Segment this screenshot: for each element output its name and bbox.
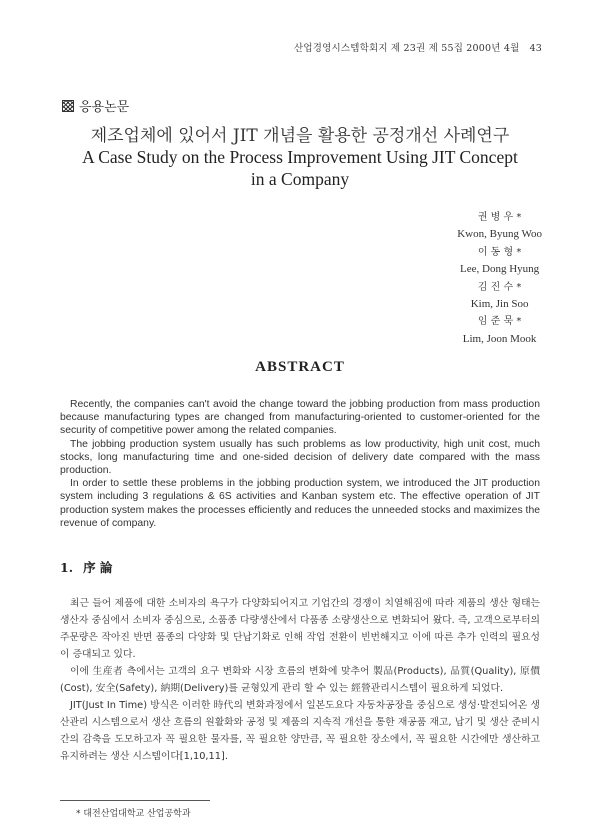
title-english-line1: A Case Study on the Process Improvement Using JIT Concept	[82, 147, 518, 167]
section-tag-label: 응용논문	[79, 100, 130, 115]
abstract-body	[60, 398, 540, 530]
author-list	[457, 209, 542, 348]
section-heading	[60, 558, 112, 576]
abstract-heading: ABSTRACT	[255, 359, 345, 375]
footnote: * 대전산업대학교 산업공학과	[76, 809, 191, 819]
body-paragraph: 최근 들어 제품에 대한 소비자의 욕구가 다양화되어지고 기업간의 경쟁이 치열해짐에 따라 제품의 생산 형태는 생산자 중심에서 소비자 중심으로, 소품종 다량생산에서 다품종 소량생산으로 변화되어 왔다. 즉, 고객으로부터의 주문량은 작아진 반면 품종의 다양화 및 단납기화로 인해 작업 전환이 빈번해지고 이에 따른 추가 인력의 필요성이 증대되고 있다.	[60, 598, 540, 660]
author-korean-name: 이 동 형 *	[477, 246, 522, 258]
author-english-name: Kim, Jin Soo	[470, 298, 529, 311]
running-head	[294, 40, 542, 54]
abstract-paragraph: In order to settle these problems in the jobbing production system, we introduced the JIT production system including 3 regulations & 6S activities and Kanban system etc. The effective operation of JIT production system makes the processes efficiently and reduces the unneeded stocks and maximizes the revenue of company.	[60, 478, 540, 529]
footnote-divider	[60, 800, 210, 801]
hatched-square-icon	[62, 100, 74, 112]
body-paragraph: 이에 生産者 측에서는 고객의 요구 변화와 시장 흐름의 변화에 맞추어 製品(Products), 品質(Quality), 原價(Cost), 安全(Safety), 納期(Delivery)를 균형있게 관리 할 수 있는 經營관리시스템이 필요하게 되었다.	[60, 666, 540, 694]
author-korean-name: 김 진 수 *	[477, 281, 522, 293]
title-english-line2: in a Company	[250, 169, 350, 189]
body-paragraph: JIT(Just In Time) 방식은 이러한 時代의 변화과정에서 일본도요다 자동차공장을 중심으로 생성·발전되어온 생산관리 시스템으로서 생산 흐름의 원활화와 공정 및 제품의 지속적 개선을 통한 재공품 재고, 납기 및 생산 준비시간의 감축을 도모하고자 꼭 필요한 물자를, 꼭 필요한 양만큼, 꼭 필요한 장소에서, 꼭 필요한 시간에만 생산하고 유지하려는 생산 시스템이다[1,10,11].	[60, 700, 540, 762]
author-korean-name: 권 병 우 *	[477, 212, 522, 223]
author-korean-name: 임 준 묵 *	[477, 316, 522, 328]
journal-info: 산업경영시스템학회지 제 23권 제 55집 2000년 4월	[293, 43, 520, 54]
page-number: 43	[529, 43, 542, 54]
section-title: 序 論	[83, 560, 113, 575]
section-number: 1.	[60, 560, 74, 575]
section-body	[60, 595, 540, 765]
author-english-name: Lee, Dong Hyung	[460, 263, 540, 276]
title-english	[40, 146, 560, 190]
section-tag	[62, 96, 129, 115]
author-english-name: Kwon, Byung Woo	[457, 228, 542, 241]
author-english-name: Lim, Joon Mook	[462, 332, 537, 345]
title-korean: 제조업체에 있어서 JIT 개념을 활용한 공정개선 사례연구	[90, 126, 510, 146]
abstract-paragraph: Recently, the companies can't avoid the change toward the jobbing production from mass production because manufacturing types are changed from manufacturing-oriented to customer-oriented for the security of competitive power among the related companies.	[60, 399, 540, 437]
abstract-paragraph: The jobbing production system usually has such problems as low productivity, high unit cost, much stocks, long manufacturing time and one-sided decision of delivery date compared with the mass production.	[60, 438, 540, 477]
